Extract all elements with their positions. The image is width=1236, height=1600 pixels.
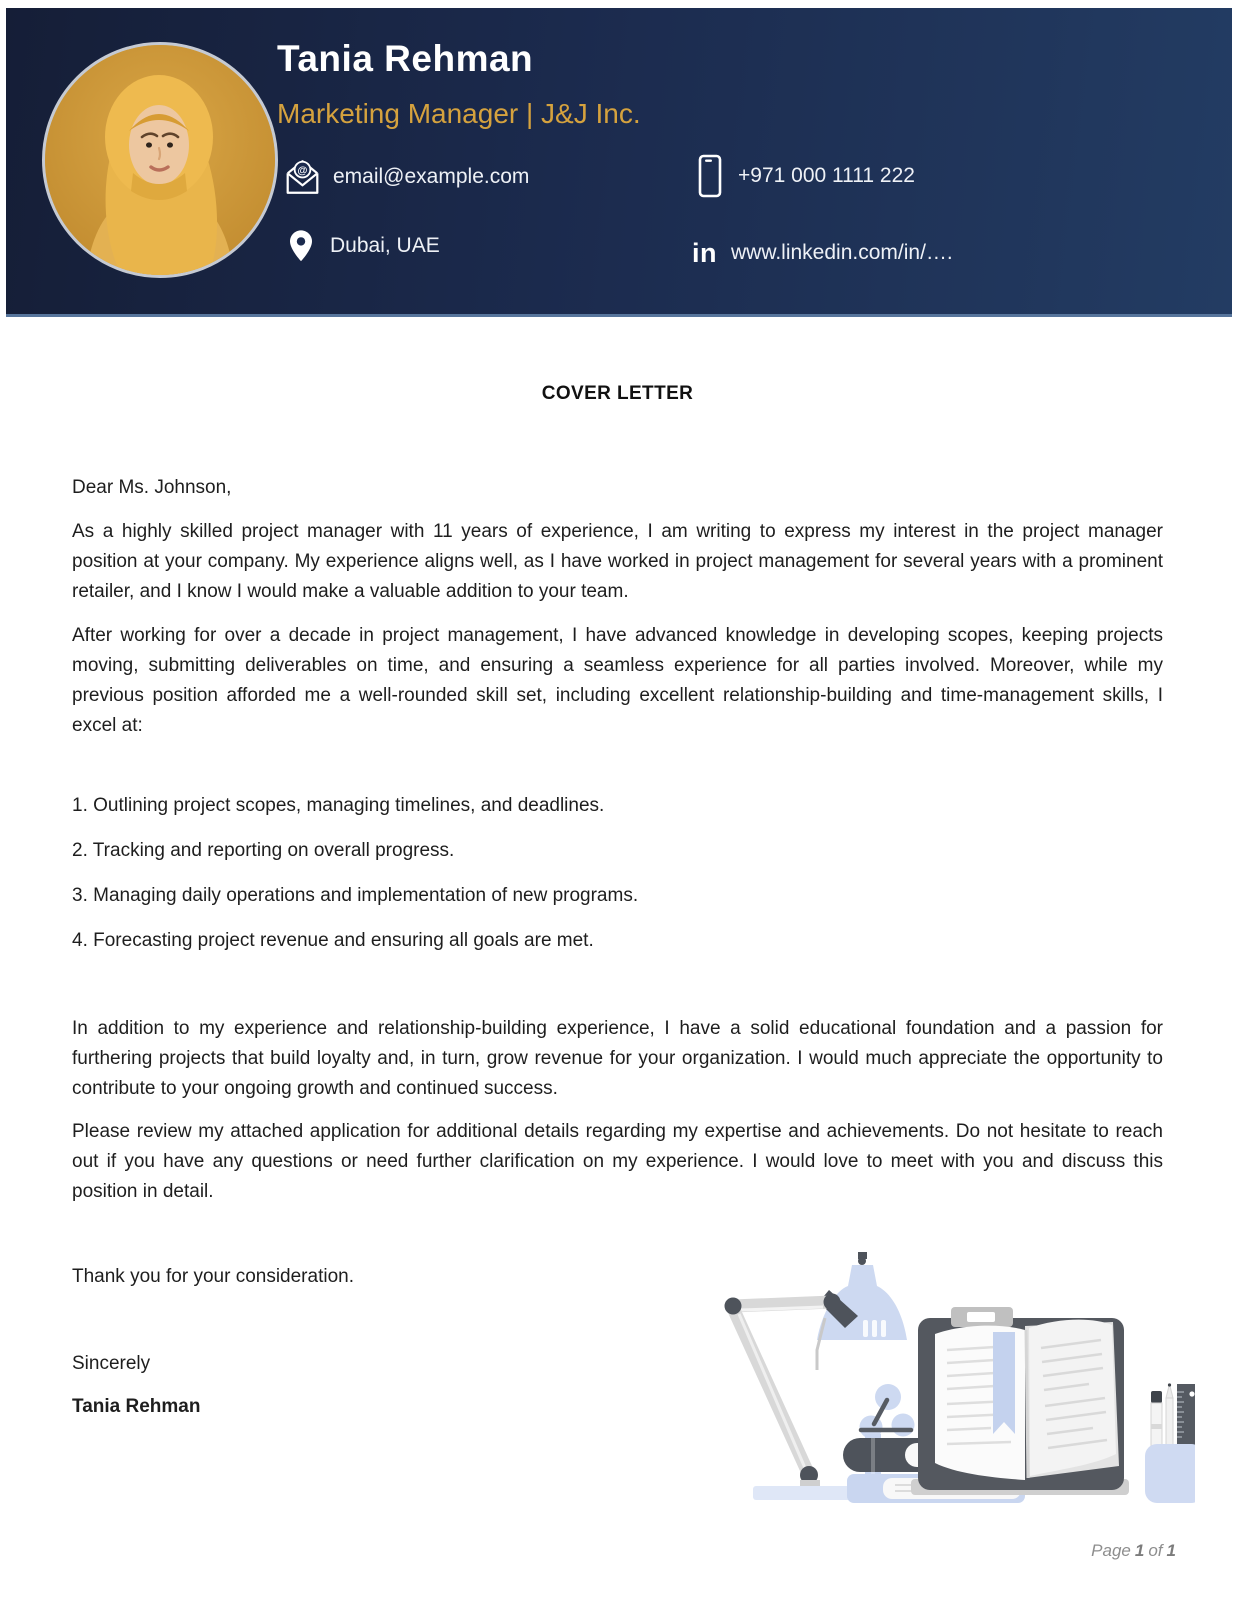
closing-paragraph-1: In addition to my experience and relationship-building experience, I have a solid educational foundation and a passion for furthering projects that build loyalty and, in turn, grow revenue for your organization. I would much appreciate the opportunity to contribute to your ongoing growth and continued success. (72, 1018, 1163, 1099)
contact-phone-text: +971 000 1111 222 (738, 164, 915, 187)
contact-linkedin-text: www.linkedin.com/in/…. (731, 241, 953, 264)
contact-email-text: email@example.com (333, 165, 530, 188)
signature-name: Tania Rehman (72, 1396, 201, 1417)
page-footer (1091, 1541, 1176, 1561)
thanks-line: Thank you for your consideration. (72, 1266, 354, 1287)
footer-page-number: 1 (1134, 1541, 1145, 1560)
sign-off-line: Sincerely (72, 1353, 151, 1374)
skills-list (72, 791, 1163, 956)
closing-paragraph-2: Please review my attached application for additional details regarding my expertise and achievements. Do not hesitate to reach out if you have any questions or need further clarification on my experience. I would love to meet with you and discuss this position in detail. (72, 1121, 1163, 1202)
contact-email-row (284, 154, 529, 200)
footer-of-word: of (1148, 1541, 1163, 1560)
list-item: 1. Outlining project scopes, managing timelines, and deadlines. (72, 795, 605, 816)
contact-location-row (290, 224, 440, 268)
footer-page-word: Page (1091, 1541, 1131, 1560)
list-item: 3. Managing daily operations and implementation of new programs. (72, 885, 639, 906)
desk-study-illustration (695, 1228, 1195, 1503)
linkedin-icon: in (692, 237, 717, 268)
person-role: Marketing Manager | J&J Inc. (277, 98, 641, 129)
contact-phone-row (698, 152, 915, 200)
molecule-shape (875, 1384, 901, 1410)
contact-location-text: Dubai, UAE (330, 234, 440, 257)
list-item: 2. Tracking and reporting on overall progress. (72, 840, 455, 861)
person-name: Tania Rehman (277, 38, 534, 79)
profile-photo (42, 42, 278, 278)
bookmark-ribbon (993, 1332, 1015, 1434)
intro-paragraph-1: As a highly skilled project manager with 11 years of experience, I am writing to express my interest in the project manager position at your company. My experience aligns well, as I have worked in project management for several years with a prominent retailer, and I know I would make a valuable addition to your team. (72, 521, 1163, 602)
document-title: COVER LETTER (541, 383, 694, 404)
contact-linkedin-row (692, 236, 953, 270)
profile-photo-illustration (45, 45, 275, 275)
lamp-arm (733, 1302, 832, 1306)
svg-text:@: @ (297, 165, 308, 177)
intro-paragraph-2: After working for over a decade in project management, I have advanced knowledge in developing scopes, keeping projects moving, submitting deliverables on time, and ensuring a seamless experience for all parties involved. Moreover, while my previous position afforded me a well-rounded skill set, including excellent relationship-building and time-management skills, I excel at: (72, 625, 1163, 736)
list-item: 4. Forecasting project revenue and ensuring all goals are met. (72, 930, 594, 951)
footer-total-pages: 1 (1166, 1541, 1176, 1560)
smartphone-icon (698, 154, 722, 198)
header-banner (6, 8, 1232, 317)
envelope-at-icon (284, 157, 321, 197)
pen-cup (1145, 1444, 1195, 1503)
map-pin-icon (290, 230, 312, 262)
pen (1151, 1391, 1162, 1403)
salutation: Dear Ms. Johnson, (72, 477, 232, 498)
